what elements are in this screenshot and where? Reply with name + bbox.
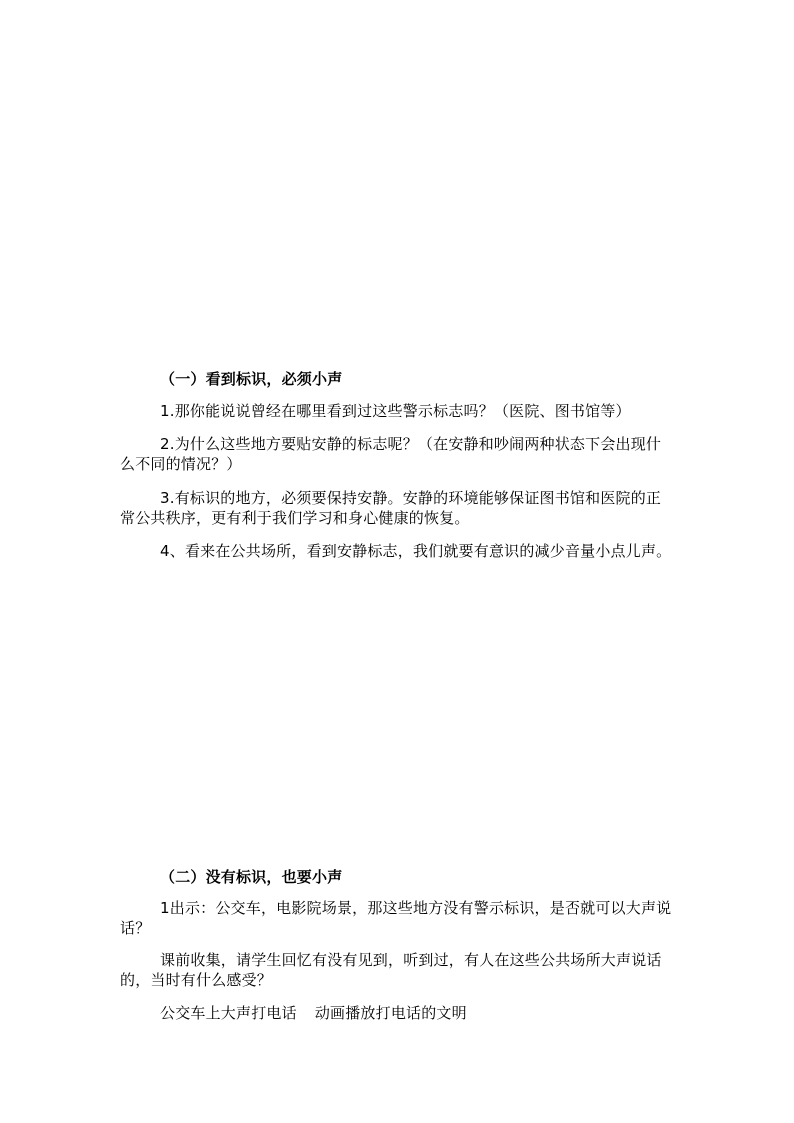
last-line-part-2: 动画播放打电话的文明 — [314, 1004, 467, 1022]
section2-paragraph-3 — [120, 1003, 676, 1023]
last-line-part-1: 公交车上大声打电话 — [160, 1004, 297, 1022]
section2-heading: （二）没有标识，也要小声 — [160, 868, 343, 886]
section1-heading: （一）看到标识，必须小声 — [160, 370, 343, 388]
section1-paragraph-1: 1.那你能说说曾经在哪里看到过这些警示标志吗？（医院、图书馆等） — [160, 402, 631, 420]
section2-paragraph-2: 课前收集，请学生回忆有没有见到，听到过，有人在这些公共场所大声说话的，当时有什么感受？ — [120, 951, 662, 989]
section2-paragraph-1: 1出示：公交车，电影院场景，那这些地方没有警示标识，是否就可以大声说话？ — [120, 899, 672, 937]
section1-paragraph-3: 3.有标识的地方，必须要保持安静。安静的环境能够保证图书馆和医院的正常公共秩序，更有利于我们学习和身心健康的恢复。 — [120, 489, 662, 527]
section1-paragraph-4: 4、看来在公共场所，看到安静标志，我们就要有意识的减少音量小点儿声。 — [160, 542, 672, 560]
section1-paragraph-2: 2.为什么这些地方要贴安静的标志呢？（在安静和吵闹两种状态下会出现什么不同的情况？） — [120, 435, 662, 473]
